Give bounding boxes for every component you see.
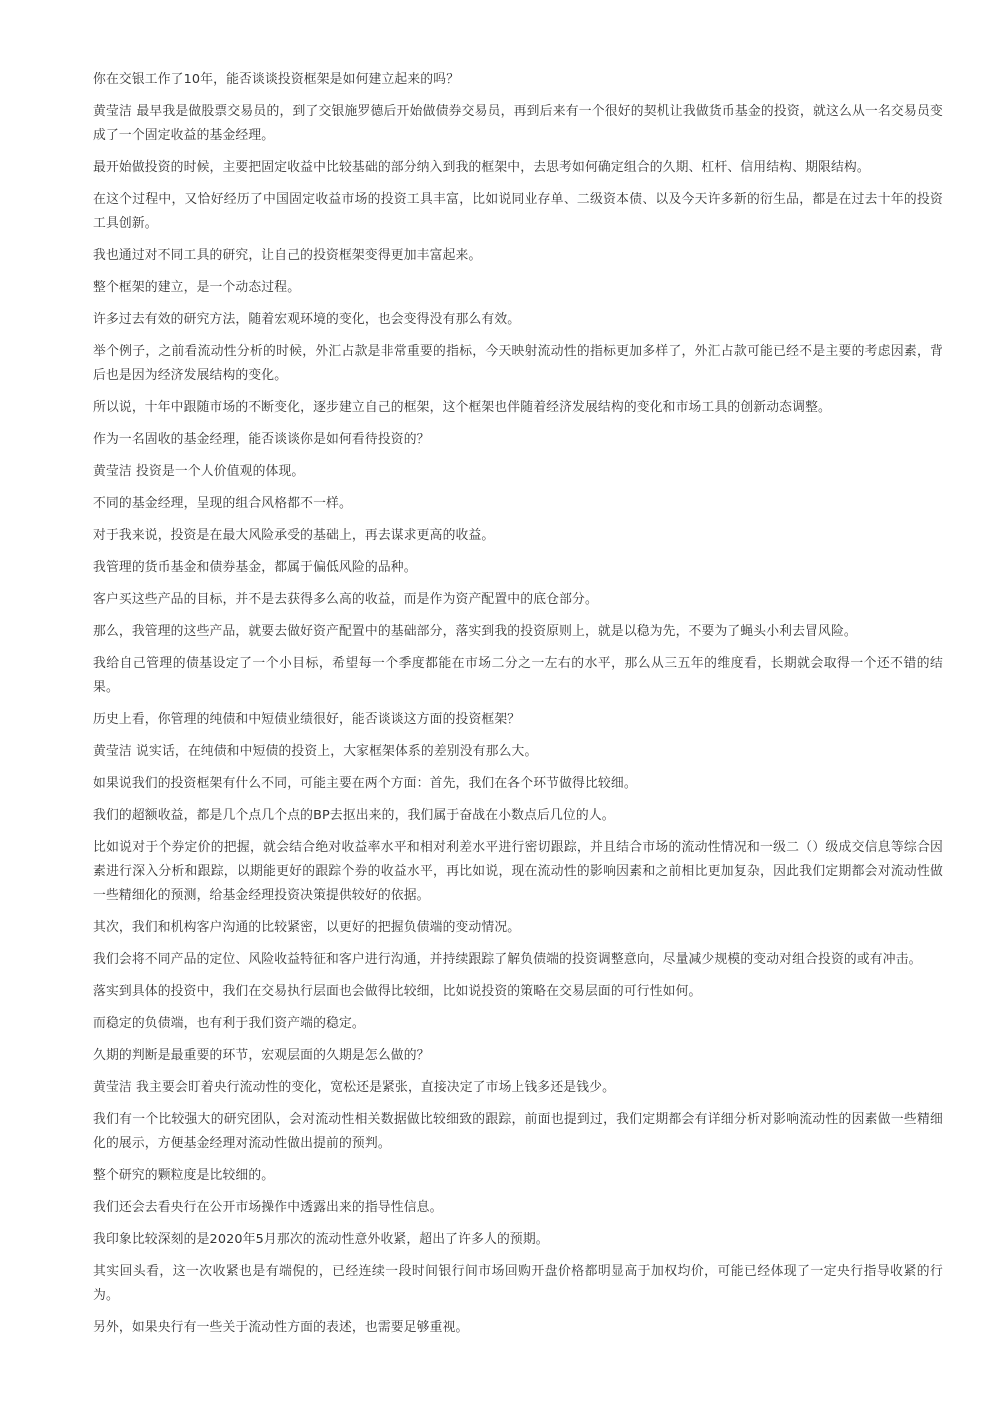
paragraph: 我们的超额收益，都是几个点几个点的BP去抠出来的，我们属于奋战在小数点后几位的人。: [93, 808, 615, 823]
paragraph: 整个框架的建立，是一个动态过程。: [93, 280, 301, 295]
paragraph: 另外，如果央行有一些关于流动性方面的表述，也需要足够重视。: [93, 1320, 469, 1335]
paragraph: 我们有一个比较强大的研究团队，会对流动性相关数据做比较细致的跟踪，前面也提到过，我们定期都会有详细分析对影响流动性的因素做一些精细化的展示，方便基金经理对流动性做出提前的预判。: [93, 1112, 943, 1151]
paragraph: 我们还会去看央行在公开市场操作中透露出来的指导性信息。: [93, 1200, 443, 1215]
paragraph: 我印象比较深刻的是2020年5月那次的流动性意外收紧，超出了许多人的预期。: [93, 1232, 549, 1247]
paragraph-answer: 黄莹洁 我主要会盯着央行流动性的变化，宽松还是紧张，直接决定了市场上钱多还是钱少。: [93, 1080, 616, 1095]
paragraph-answer: 黄莹洁 最早我是做股票交易员的，到了交银施罗德后开始做债券交易员，再到后来有一个很好的契机让我做货币基金的投资，就这么从一名交易员变成了一个固定收益的基金经理。: [93, 104, 943, 143]
paragraph: 我给自己管理的债基设定了一个小目标，希望每一个季度都能在市场二分之一左右的水平，那么从三五年的维度看，长期就会取得一个还不错的结果。: [93, 656, 943, 695]
paragraph: 许多过去有效的研究方法，随着宏观环境的变化，也会变得没有那么有效。: [93, 312, 521, 327]
paragraph: 而稳定的负债端，也有利于我们资产端的稳定。: [93, 1016, 365, 1031]
paragraph: 我也通过对不同工具的研究，让自己的投资框架变得更加丰富起来。: [93, 248, 482, 263]
paragraph: 所以说，十年中跟随市场的不断变化，逐步建立自己的框架，这个框架也伴随着经济发展结构的变化和市场工具的创新动态调整。: [93, 400, 831, 415]
paragraph: 其次，我们和机构客户沟通的比较紧密，以更好的把握负债端的变动情况。: [93, 920, 521, 935]
paragraph-question: 你在交银工作了10年，能否谈谈投资框架是如何建立起来的吗？: [93, 72, 460, 87]
paragraph-answer: 黄莹洁 投资是一个人价值观的体现。: [93, 464, 305, 479]
paragraph-answer: 黄莹洁 说实话，在纯债和中短债的投资上，大家框架体系的差别没有那么大。: [93, 744, 538, 759]
paragraph: 落实到具体的投资中，我们在交易执行层面也会做得比较细，比如说投资的策略在交易层面的可行性如何。: [93, 984, 702, 999]
paragraph: 举个例子，之前看流动性分析的时候，外汇占款是非常重要的指标，今天映射流动性的指标更加多样了，外汇占款可能已经不是主要的考虑因素，背后也是因为经济发展结构的变化。: [93, 344, 943, 383]
paragraph: 整个研究的颗粒度是比较细的。: [93, 1168, 275, 1183]
paragraph: 不同的基金经理，呈现的组合风格都不一样。: [93, 496, 352, 511]
paragraph: 比如说对于个券定价的把握，就会结合绝对收益率水平和相对利差水平进行密切跟踪，并且结合市场的流动性情况和一级二（）级成交信息等综合因素进行深入分析和跟踪，以期能更好的跟踪个券的收益水平，再比如说，现在流动性的影响因素和之前相比更加复杂，因此我们定期都会对流动性做一些精细化的预测，给基金经理投资决策提供较好的依据。: [93, 840, 943, 903]
paragraph-question: 久期的判断是最重要的环节，宏观层面的久期是怎么做的？: [93, 1048, 430, 1063]
paragraph: 最开始做投资的时候，主要把固定收益中比较基础的部分纳入到我的框架中，去思考如何确定组合的久期、杠杆、信用结构、期限结构。: [93, 160, 870, 175]
paragraph: 我们会将不同产品的定位、风险收益特征和客户进行沟通，并持续跟踪了解负债端的投资调整意向，尽量减少规模的变动对组合投资的或有冲击。: [93, 952, 922, 967]
paragraph: 我管理的货币基金和债券基金，都属于偏低风险的品种。: [93, 560, 417, 575]
paragraph: 那么，我管理的这些产品，就要去做好资产配置中的基础部分，落实到我的投资原则上，就是以稳为先，不要为了蝇头小利去冒风险。: [93, 624, 857, 639]
paragraph: 其实回头看，这一次收紧也是有端倪的，已经连续一段时间银行间市场回购开盘价格都明显高于加权均价，可能已经体现了一定央行指导收紧的行为。: [93, 1264, 943, 1303]
paragraph-question: 历史上看，你管理的纯债和中短债业绩很好，能否谈谈这方面的投资框架？: [93, 712, 521, 727]
paragraph: 对于我来说，投资是在最大风险承受的基础上，再去谋求更高的收益。: [93, 528, 495, 543]
paragraph-question: 作为一名固收的基金经理，能否谈谈你是如何看待投资的？: [93, 432, 430, 447]
paragraph: 客户买这些产品的目标，并不是去获得多么高的收益，而是作为资产配置中的底仓部分。: [93, 592, 598, 607]
document-body: [93, 68, 943, 1348]
paragraph: 在这个过程中，又恰好经历了中国固定收益市场的投资工具丰富，比如说同业存单、二级资本债、以及今天许多新的衍生品，都是在过去十年的投资工具创新。: [93, 192, 943, 231]
paragraph: 如果说我们的投资框架有什么不同，可能主要在两个方面：首先，我们在各个环节做得比较细。: [93, 776, 637, 791]
